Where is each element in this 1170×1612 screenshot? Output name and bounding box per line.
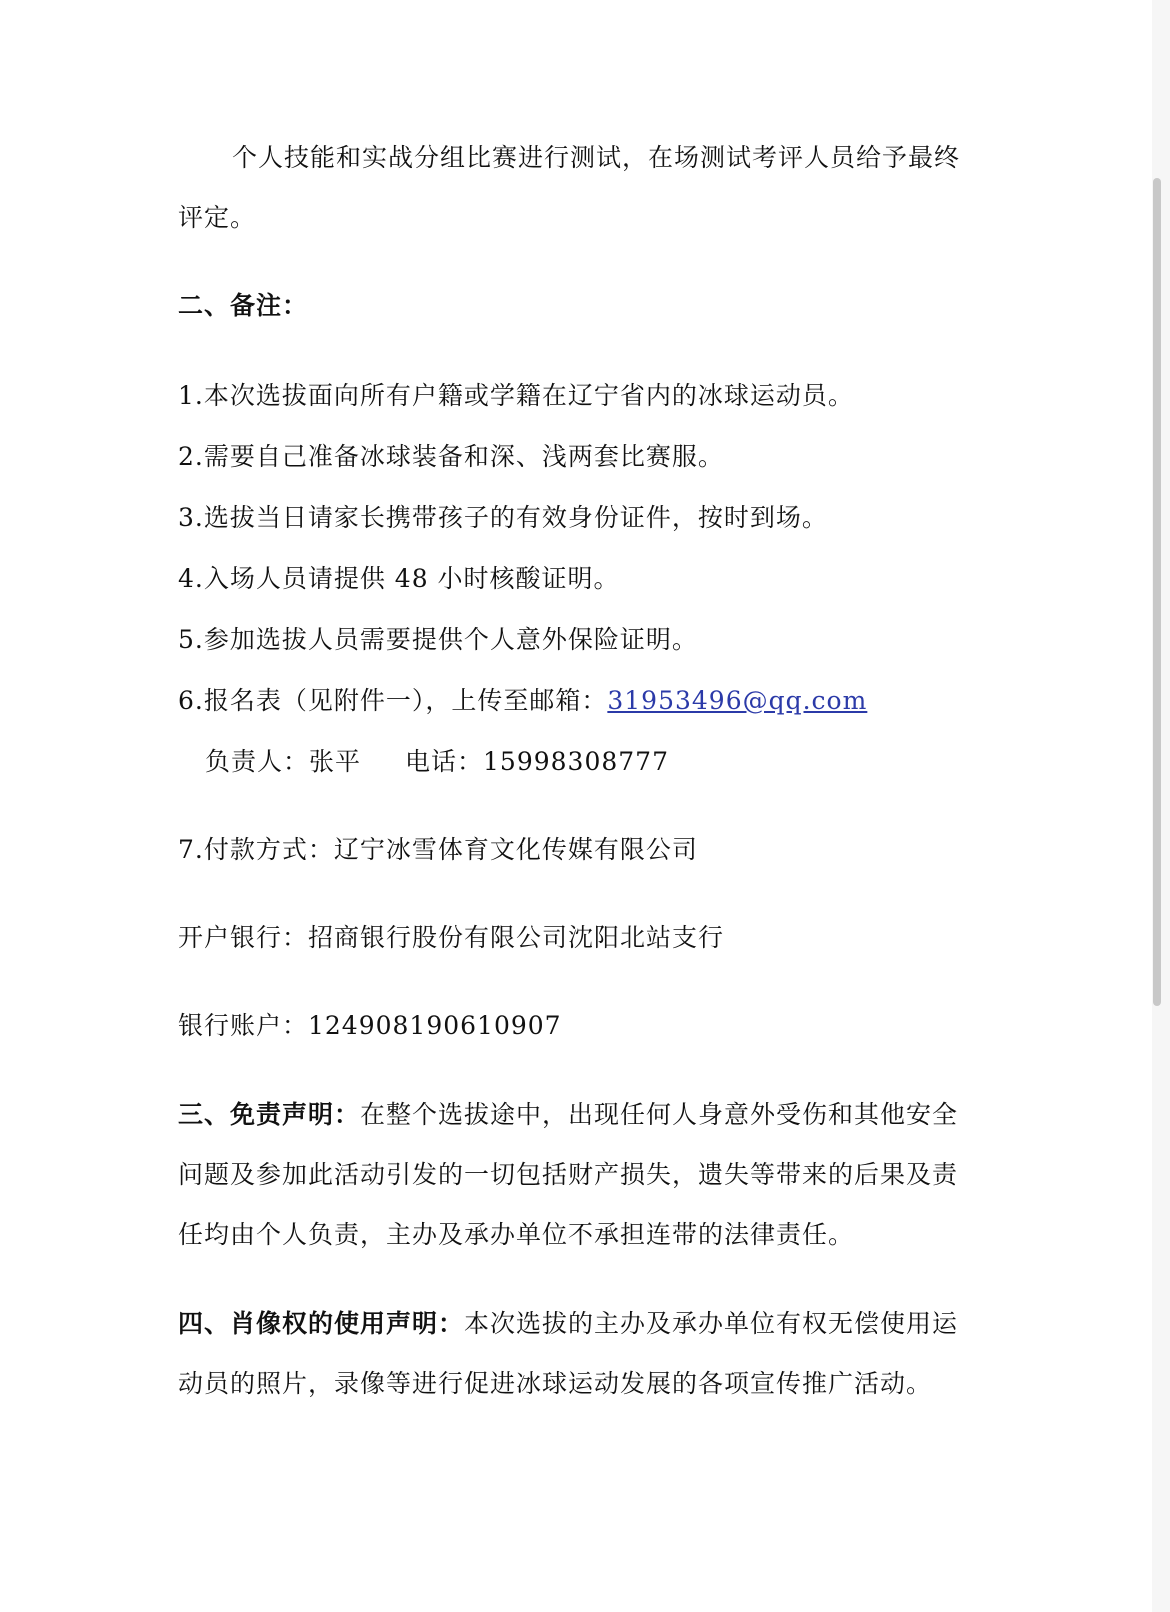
disclaimer-line-1 xyxy=(178,1098,958,1132)
disclaimer-text-1: 在整个选拔途中，出现任何人身意外受伤和其他安全 xyxy=(360,1100,959,1129)
disclaimer-line-2: 问题及参加此活动引发的一切包括财产损失，遗失等带来的后果及责 xyxy=(178,1160,959,1189)
contact-person: 负责人：张平 xyxy=(205,747,362,776)
portrait-rights-line-1 xyxy=(178,1307,958,1341)
note-item-2: 2.需要自己准备冰球装备和深、浅两套比赛服。 xyxy=(178,442,724,471)
note-item-5: 5.参加选拔人员需要提供个人意外保险证明。 xyxy=(178,625,698,654)
note-item-1: 1.本次选拔面向所有户籍或学籍在辽宁省内的冰球运动员。 xyxy=(178,381,854,410)
email-link[interactable]: 31953496@qq.com xyxy=(607,686,868,715)
section-heading-notes: 二、备注： xyxy=(178,291,309,320)
contact-phone: 电话：15998308777 xyxy=(405,747,669,776)
note-item-6 xyxy=(178,684,867,718)
scrollbar-thumb[interactable] xyxy=(1153,178,1161,1006)
intro-line-2: 评定。 xyxy=(178,203,257,232)
section-heading-portrait-rights: 四、肖像权的使用声明： xyxy=(178,1309,465,1338)
note-item-6-text: 6.报名表（见附件一），上传至邮箱： xyxy=(178,686,608,715)
portrait-rights-text-1: 本次选拔的主办及承办单位有权无偿使用运 xyxy=(464,1309,959,1338)
bank-name: 开户银行：招商银行股份有限公司沈阳北站支行 xyxy=(178,923,725,952)
bank-account: 银行账户：124908190610907 xyxy=(178,1011,562,1040)
disclaimer-line-3: 任均由个人负责，主办及承办单位不承担连带的法律责任。 xyxy=(178,1220,855,1249)
contact-line xyxy=(205,745,669,779)
portrait-rights-line-2: 动员的照片，录像等进行促进冰球运动发展的各项宣传推广活动。 xyxy=(178,1369,933,1398)
note-item-4: 4.入场人员请提供 48 小时核酸证明。 xyxy=(178,564,620,593)
note-item-3: 3.选拔当日请家长携带孩子的有效身份证件，按时到场。 xyxy=(178,503,828,532)
payment-method: 7.付款方式：辽宁冰雪体育文化传媒有限公司 xyxy=(178,835,698,864)
section-heading-disclaimer: 三、免责声明： xyxy=(178,1100,361,1129)
intro-line-1: 个人技能和实战分组比赛进行测试，在场测试考评人员给予最终 xyxy=(232,143,961,172)
